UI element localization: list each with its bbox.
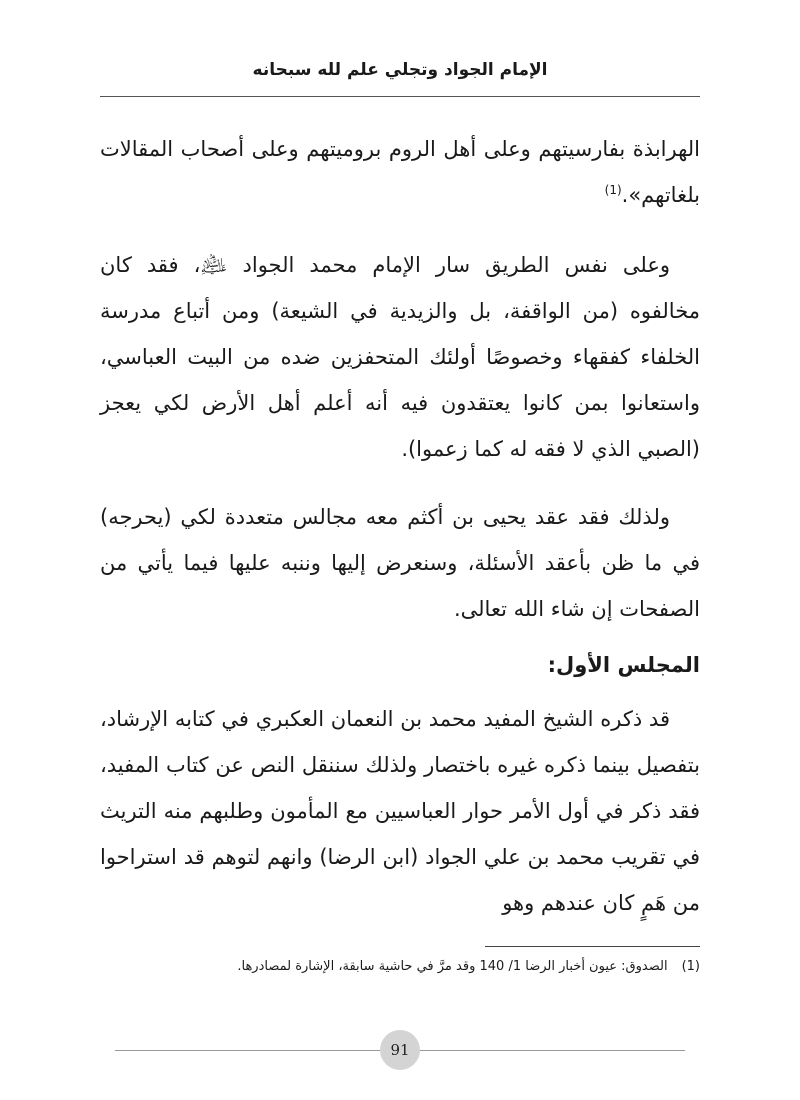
paragraph-4-text: قد ذكره الشيخ المفيد محمد بن النعمان العكبري في كتابه الإرشاد، بتفصيل بينما ذكره غيره باختصار ولذلك سننقل النص عن كتاب المفيد، فقد ذكر في أول الأمر حوار العباسيين مع المأمون وطلبهم منه التريث في تقريب محمد بن علي الجواد (ابن الرضا) وانهم لتوهم قد استراحوا من هَمٍ كان عندهم وهو xyxy=(100,707,700,915)
paragraph-3 xyxy=(100,494,700,632)
page-number-badge xyxy=(380,1030,420,1070)
footnote-number: (1) xyxy=(681,959,700,974)
footnote-marker[interactable]: (1) xyxy=(604,183,622,197)
header-divider xyxy=(100,96,700,97)
footnote-text: الصدوق: عيون أخبار الرضا 1/ 140 وقد مرَّ في حاشية سابقة، الإشارة لمصادرها. xyxy=(237,959,668,974)
footnote xyxy=(100,956,700,978)
paragraph-2 xyxy=(100,242,700,472)
running-header-title: الإمام الجواد وتجلي علم لله سبحانه xyxy=(252,60,548,80)
page-number: 91 xyxy=(390,1041,410,1059)
paragraph-3-text: ولذلك فقد عقد يحيى بن أكثم معه مجالس متعددة لكي (يحرجه) في ما ظن بأعقد الأسئلة، وسنعرض إليها وننبه عليها فيما يأتي من الصفحات إن شاء الله تعالى. xyxy=(100,505,700,621)
section-heading: المجلس الأول: xyxy=(547,653,700,677)
footnote-divider xyxy=(485,946,700,947)
paragraph-2-text: وعلى نفس الطريق سار الإمام محمد الجواد ﵇، فقد كان مخالفوه (من الواقفة، بل والزيدية في الشيعة) ومن أتباع مدرسة الخلفاء كفقهاء وخصوصًا أولئك المتحفزين ضده من البيت العباسي، واستعانوا بمن كانوا يعتقدون فيه أنه أعلم أهل الأرض لكي يعجز (الصبي الذي لا فقه له كما زعموا). xyxy=(100,253,700,461)
footer-line-left xyxy=(115,1050,380,1051)
paragraph-1 xyxy=(100,126,700,218)
footer-line-right xyxy=(420,1050,685,1051)
paragraph-1-text: الهرابذة بفارسيتهم وعلى أهل الروم بروميتهم وعلى أصحاب المقالات بلغاتهم». xyxy=(100,137,700,207)
paragraph-4 xyxy=(100,696,700,926)
